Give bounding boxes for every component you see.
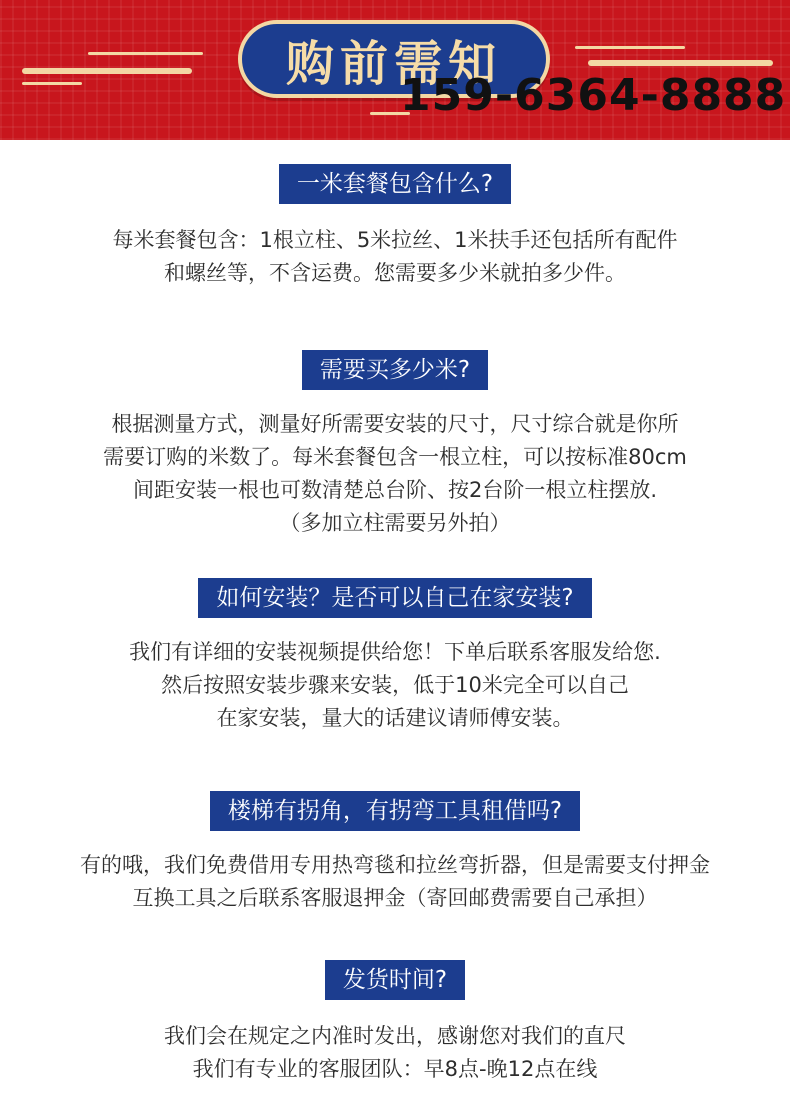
section-heading: 一米套餐包含什么?	[279, 164, 511, 204]
section-body	[0, 636, 790, 735]
body-line: 根据测量方式，测量好所需要安装的尺寸，尺寸综合就是你所	[111, 412, 679, 436]
body-line: （多加立柱需要另外拍）	[279, 511, 511, 535]
section-body	[0, 1020, 790, 1086]
phone-number: 159-6364-8888	[400, 70, 787, 121]
body-line: 然后按照安装步骤来安装，低于10米完全可以自己	[161, 673, 629, 697]
decor-line	[22, 68, 192, 74]
section-heading: 如何安装？是否可以自己在家安装?	[198, 578, 591, 618]
body-line: 需要订购的米数了。每米套餐包含一根立柱，可以按标准80cm	[103, 445, 687, 469]
section-heading: 需要买多少米?	[302, 350, 488, 390]
body-line: 我们有详细的安装视频提供给您！下单后联系客服发给您.	[129, 640, 661, 664]
section-heading: 楼梯有拐角，有拐弯工具租借吗?	[210, 791, 580, 831]
decor-line	[575, 46, 685, 49]
decor-line	[88, 52, 203, 55]
body-line: 有的哦，我们免费借用专用热弯毯和拉丝弯折器，但是需要支付押金	[80, 853, 710, 877]
body-line: 我们有专业的客服团队：早8点-晚12点在线	[192, 1057, 598, 1081]
section-body	[0, 849, 790, 915]
section-heading: 发货时间?	[325, 960, 465, 1000]
page-title: 购前需知	[285, 35, 502, 92]
body-line: 和螺丝等，不含运费。您需要多少米就拍多少件。	[164, 261, 626, 285]
decor-line	[22, 82, 82, 85]
section-body	[0, 224, 790, 290]
body-line: 每米套餐包含：1根立柱、5米拉丝、1米扶手还包括所有配件	[112, 228, 678, 252]
header-banner	[0, 0, 790, 140]
section-body	[0, 408, 790, 540]
body-line: 在家安装，量大的话建议请师傅安装。	[216, 706, 574, 730]
body-line: 互换工具之后联系客服退押金（寄回邮费需要自己承担）	[132, 886, 658, 910]
body-line: 我们会在规定之内准时发出，感谢您对我们的直尺	[164, 1024, 626, 1048]
body-line: 间距安装一根也可数清楚总台阶、按2台阶一根立柱摆放.	[132, 478, 658, 502]
decor-line	[588, 60, 773, 66]
